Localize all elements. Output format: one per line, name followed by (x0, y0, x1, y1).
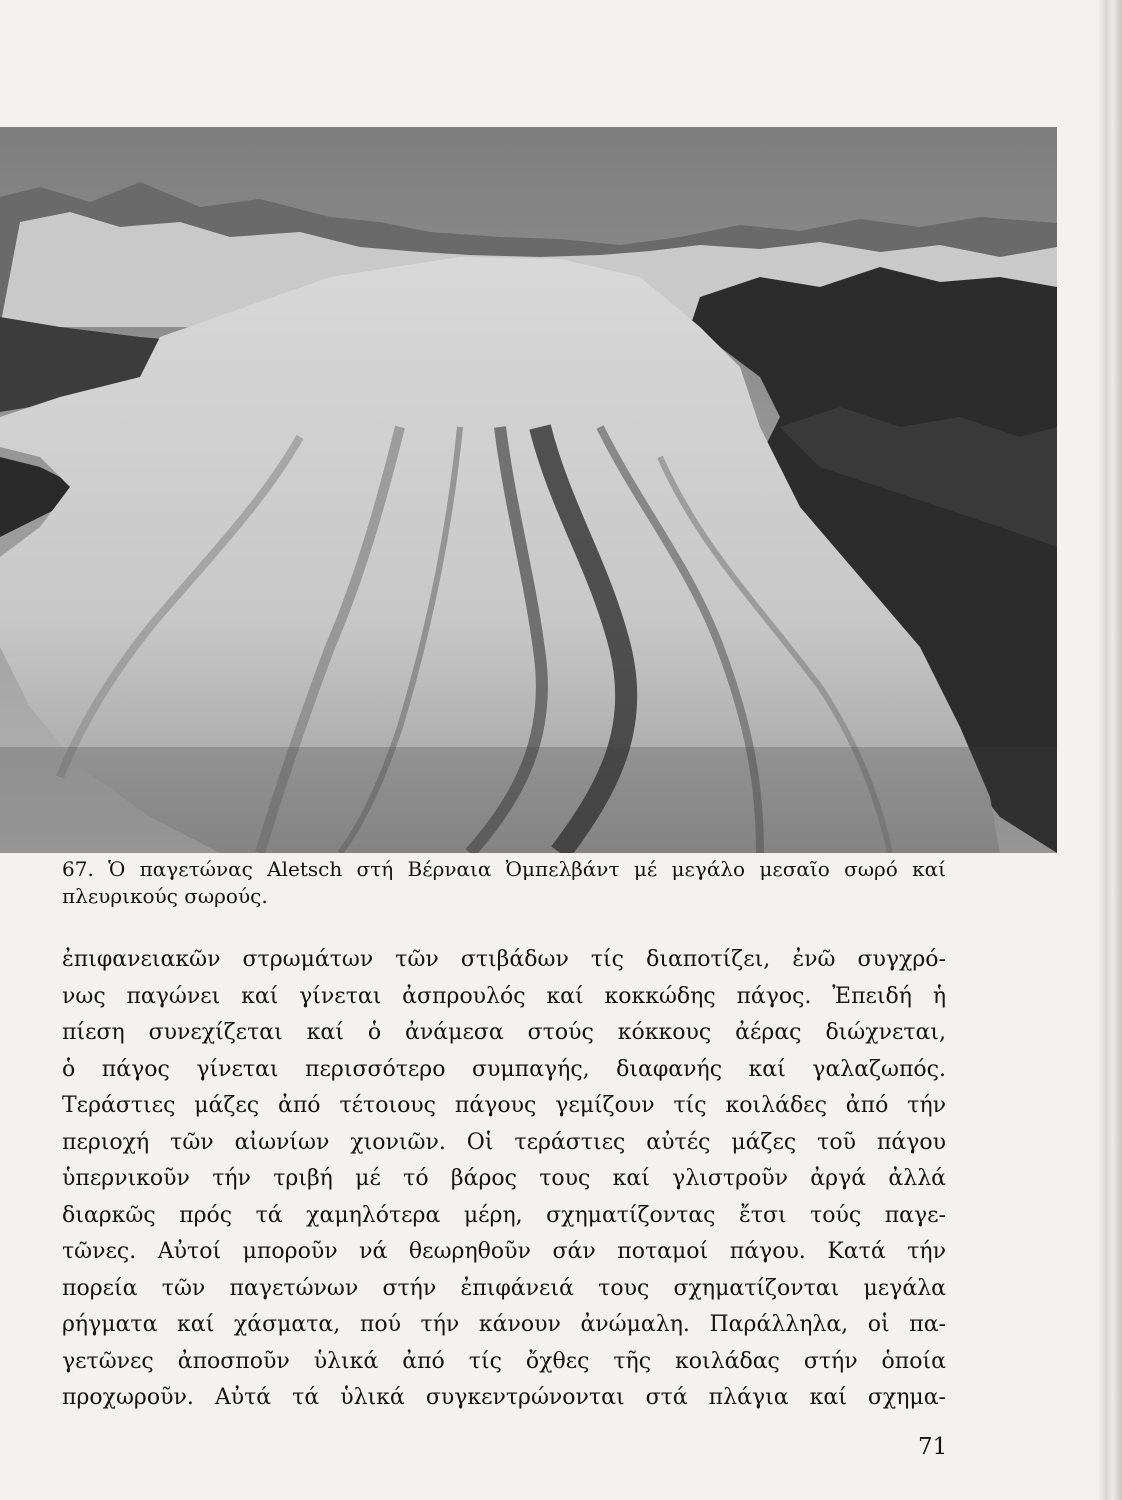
body-line: ὁ πάγος γίνεται περισσότερο συμπαγής, διαφανής καί γαλαζωπός. (62, 1056, 946, 1082)
body-line: νως παγώνει καί γίνεται ἀσπρουλός καί κοκκώδης πάγος. Ἐπειδή ἡ (62, 983, 946, 1009)
glacier-photo (0, 127, 1057, 853)
body-line: πορεία τῶν παγετώνων στήν ἐπιφάνειά τους σχηματίζονται μεγάλα (62, 1275, 946, 1301)
page-number: 71 (918, 1434, 948, 1460)
body-line: προχωροῦν. Αὐτά τά ὑλικά συγκεντρώνονται στά πλάγια καί σχημα- (62, 1385, 946, 1410)
page-binding-edge (1098, 0, 1122, 1500)
body-line: πίεση συνεχίζεται καί ὁ ἀνάμεσα στούς κόκκους ἀέρας διώχνεται, (62, 1020, 946, 1045)
body-line: ρήγματα καί χάσματα, πού τήν κάνουν ἀνώμαλη. Παράλληλα, οἱ πα- (62, 1312, 946, 1337)
body-line: Τεράστιες μάζες ἀπό τέτοιους πάγους γεμίζουν τίς κοιλάδες ἀπό τήν (62, 1093, 946, 1118)
body-line: γετῶνες ἀποσποῦν ὑλικά ἀπό τίς ὄχθες τῆς κοιλάδας στήν ὁποία (62, 1348, 946, 1374)
body-text (62, 942, 946, 1417)
body-line: τῶνες. Αὐτοί μποροῦν νά θεωρηθοῦν σάν ποταμοί πάγου. Κατά τήν (62, 1239, 946, 1264)
body-line: ἐπιφανειακῶν στρωμάτων τῶν στιβάδων τίς διαποτίζει, ἐνῶ συγχρό- (62, 947, 946, 972)
body-line: ὑπερνικοῦν τήν τριβή μέ τό βάρος τους καί γλιστροῦν ἀργά ἀλλά (62, 1166, 946, 1191)
figure-caption: 67. Ὁ παγετώνας Aletsch στή Βέρναια Ὀμπελβάντ μέ μεγάλο μεσαῖο σωρό καί πλευρικούς σωρούς. (62, 857, 946, 908)
body-line: διαρκῶς πρός τά χαμηλότερα μέρη, σχηματίζοντας ἔτσι τούς παγε- (62, 1202, 946, 1228)
body-line: περιοχή τῶν αἰωνίων χιονιῶν. Οἱ τεράστιες αὐτές μάζες τοῦ πάγου (62, 1129, 946, 1155)
